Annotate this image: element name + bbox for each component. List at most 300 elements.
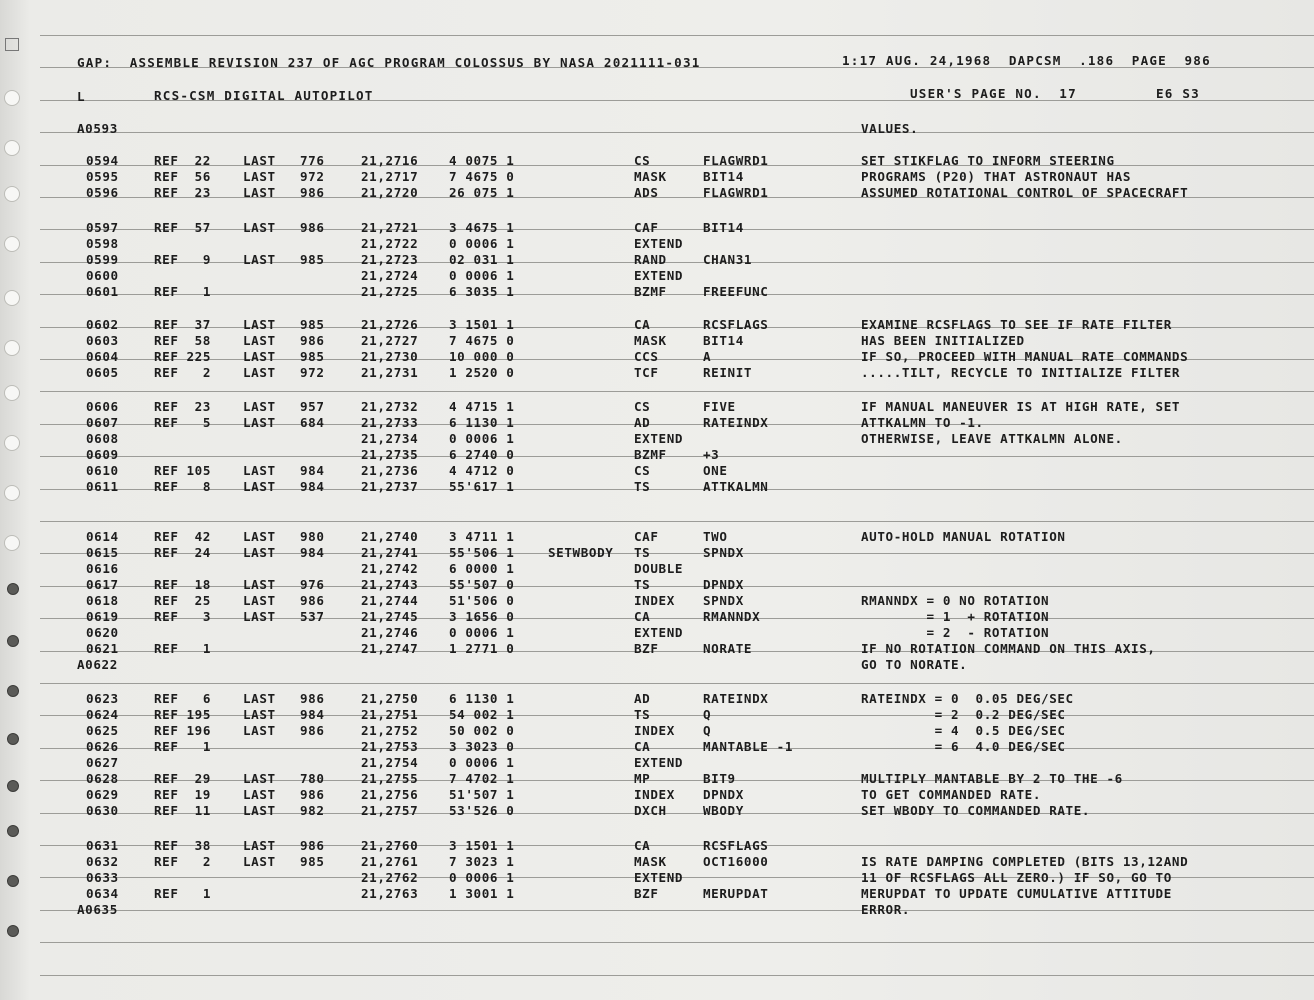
operand: FLAGWRD1 — [703, 153, 769, 168]
ref-count: 5 — [202, 415, 211, 430]
comment: HAS BEEN INITIALIZED — [861, 333, 1025, 348]
listing-mark: L — [77, 89, 86, 104]
line-number: 0594 — [86, 153, 119, 168]
opcode: DOUBLE — [634, 561, 684, 576]
statement-label: SETWBODY — [548, 545, 614, 560]
line-number: A0593 — [77, 121, 118, 136]
ref-tag: REF — [154, 787, 179, 802]
address: 21,2725 — [361, 284, 419, 299]
listing-row — [0, 333, 1314, 349]
address: 21,2732 — [361, 399, 419, 414]
ruled-line — [40, 521, 1314, 522]
ref-tag: REF — [154, 349, 179, 364]
octal-word: 6 2740 0 — [449, 447, 515, 462]
ref-tag: REF — [154, 252, 179, 267]
ref-count: 38 — [194, 838, 211, 853]
ref-count: 18 — [194, 577, 211, 592]
comment: EXAMINE RCSFLAGS TO SEE IF RATE FILTER — [861, 317, 1172, 332]
address: 21,2753 — [361, 739, 419, 754]
listing-row — [0, 284, 1314, 300]
ref-count: 22 — [194, 153, 211, 168]
opcode: TS — [634, 479, 651, 494]
operand: SPNDX — [703, 593, 744, 608]
listing-row — [0, 838, 1314, 854]
last-page: 984 — [300, 479, 325, 494]
operand: A — [703, 349, 712, 364]
comment: ERROR. — [861, 902, 911, 917]
octal-word: 4 4715 1 — [449, 399, 515, 414]
address: 21,2756 — [361, 787, 419, 802]
listing-row — [0, 561, 1314, 577]
section-title: RCS-CSM DIGITAL AUTOPILOT — [154, 88, 374, 103]
last-page: 986 — [300, 220, 325, 235]
ref-tag: REF — [154, 365, 179, 380]
ref-tag: REF — [154, 771, 179, 786]
listing-row — [0, 870, 1314, 886]
ref-tag: REF — [154, 545, 179, 560]
comment: OTHERWISE, LEAVE ATTKALMN ALONE. — [861, 431, 1123, 446]
listing-row — [0, 545, 1314, 561]
listing-row — [0, 691, 1314, 707]
comment: = 2 0.2 DEG/SEC — [861, 707, 1066, 722]
octal-word: 3 3023 0 — [449, 739, 515, 754]
operand: +3 — [703, 447, 720, 462]
ref-count: 57 — [194, 220, 211, 235]
last-page: 776 — [300, 153, 325, 168]
line-number: 0601 — [86, 284, 119, 299]
ref-tag: REF — [154, 463, 179, 478]
listing-row — [0, 268, 1314, 284]
ref-count: 42 — [194, 529, 211, 544]
octal-word: 1 2771 0 — [449, 641, 515, 656]
last-page: 986 — [300, 723, 325, 738]
ref-tag: REF — [154, 803, 179, 818]
ref-tag: REF — [154, 284, 179, 299]
feed-hole — [7, 825, 19, 837]
operand: FREEFUNC — [703, 284, 769, 299]
octal-word: 1 3001 1 — [449, 886, 515, 901]
listing-row — [0, 185, 1314, 201]
ref-tag: REF — [154, 723, 179, 738]
opcode: RAND — [634, 252, 667, 267]
address: 21,2757 — [361, 803, 419, 818]
operand: BIT14 — [703, 169, 744, 184]
line-number: 0607 — [86, 415, 119, 430]
ref-count: 6 — [202, 691, 211, 706]
line-number: 0608 — [86, 431, 119, 446]
listing-row — [0, 415, 1314, 431]
line-number: A0635 — [77, 902, 118, 917]
octal-word: 6 3035 1 — [449, 284, 515, 299]
ref-count: 9 — [202, 252, 211, 267]
last-page: 984 — [300, 545, 325, 560]
opcode: CCS — [634, 349, 659, 364]
line-number: 0634 — [86, 886, 119, 901]
ref-count: 1 — [202, 739, 211, 754]
line-number: 0619 — [86, 609, 119, 624]
last-tag: LAST — [243, 220, 276, 235]
address: 21,2745 — [361, 609, 419, 624]
listing-row — [0, 577, 1314, 593]
ref-tag: REF — [154, 399, 179, 414]
opcode: EXTEND — [634, 431, 684, 446]
octal-word: 53'526 0 — [449, 803, 515, 818]
comment: SET STIKFLAG TO INFORM STEERING — [861, 153, 1115, 168]
comment: IF MANUAL MANEUVER IS AT HIGH RATE, SET — [861, 399, 1181, 414]
address: 21,2762 — [361, 870, 419, 885]
address: 21,2731 — [361, 365, 419, 380]
last-page: 980 — [300, 529, 325, 544]
ruled-line — [40, 942, 1314, 943]
listing-row — [0, 771, 1314, 787]
octal-word: 54 002 1 — [449, 707, 515, 722]
last-page: 986 — [300, 593, 325, 608]
octal-word: 26 075 1 — [449, 185, 515, 200]
operand: NORATE — [703, 641, 753, 656]
operand: REINIT — [703, 365, 753, 380]
last-page: 972 — [300, 169, 325, 184]
last-page: 985 — [300, 854, 325, 869]
octal-word: 02 031 1 — [449, 252, 515, 267]
line-number: 0625 — [86, 723, 119, 738]
last-tag: LAST — [243, 593, 276, 608]
octal-word: 3 4711 1 — [449, 529, 515, 544]
line-number: 0605 — [86, 365, 119, 380]
last-page: 986 — [300, 838, 325, 853]
line-number: 0615 — [86, 545, 119, 560]
last-tag: LAST — [243, 415, 276, 430]
feed-hole — [7, 925, 19, 937]
operand: RATEINDX — [703, 415, 769, 430]
ref-tag: REF — [154, 691, 179, 706]
address: 21,2746 — [361, 625, 419, 640]
listing-row — [0, 593, 1314, 609]
last-tag: LAST — [243, 577, 276, 592]
opcode: INDEX — [634, 723, 675, 738]
listing-row — [0, 317, 1314, 333]
operand: TWO — [703, 529, 728, 544]
last-page: 984 — [300, 707, 325, 722]
listing-row — [0, 609, 1314, 625]
last-page: 986 — [300, 787, 325, 802]
address: 21,2717 — [361, 169, 419, 184]
listing-row — [0, 447, 1314, 463]
last-tag: LAST — [243, 252, 276, 267]
listing-row — [0, 252, 1314, 268]
ref-count: 225 — [186, 349, 211, 364]
comment: ASSUMED ROTATIONAL CONTROL OF SPACECRAFT — [861, 185, 1189, 200]
octal-word: 0 0006 1 — [449, 268, 515, 283]
octal-word: 0 0006 1 — [449, 755, 515, 770]
ref-count: 1 — [202, 886, 211, 901]
last-tag: LAST — [243, 787, 276, 802]
last-tag: LAST — [243, 771, 276, 786]
last-page: 982 — [300, 803, 325, 818]
comment: = 6 4.0 DEG/SEC — [861, 739, 1066, 754]
listing-row — [0, 169, 1314, 185]
line-number: 0598 — [86, 236, 119, 251]
ruled-line — [40, 391, 1314, 392]
operand: SPNDX — [703, 545, 744, 560]
feed-hole — [4, 90, 20, 106]
listing-row — [0, 431, 1314, 447]
octal-word: 0 0006 1 — [449, 431, 515, 446]
address: 21,2743 — [361, 577, 419, 592]
opcode: TS — [634, 707, 651, 722]
line-number: A0622 — [77, 657, 118, 672]
address: 21,2733 — [361, 415, 419, 430]
address: 21,2716 — [361, 153, 419, 168]
opcode: EXTEND — [634, 625, 684, 640]
assembly-header: GAP: ASSEMBLE REVISION 237 OF AGC PROGRAM COLOSSUS BY NASA 2021111-031 — [77, 55, 701, 70]
line-number: 0626 — [86, 739, 119, 754]
comment: 11 OF RCSFLAGS ALL ZERO.) IF SO, GO TO — [861, 870, 1172, 885]
comment: RATEINDX = 0 0.05 DEG/SEC — [861, 691, 1074, 706]
octal-word: 50 002 0 — [449, 723, 515, 738]
address: 21,2755 — [361, 771, 419, 786]
ref-tag: REF — [154, 593, 179, 608]
line-number: 0602 — [86, 317, 119, 332]
line-number: 0632 — [86, 854, 119, 869]
comment: MERUPDAT TO UPDATE CUMULATIVE ATTITUDE — [861, 886, 1172, 901]
opcode: AD — [634, 415, 651, 430]
octal-word: 7 3023 1 — [449, 854, 515, 869]
opcode: CS — [634, 153, 651, 168]
listing-row — [0, 707, 1314, 723]
ref-tag: REF — [154, 886, 179, 901]
opcode: INDEX — [634, 787, 675, 802]
ref-tag: REF — [154, 838, 179, 853]
operand: BIT9 — [703, 771, 736, 786]
last-tag: LAST — [243, 838, 276, 853]
ref-count: 3 — [202, 609, 211, 624]
comment: IS RATE DAMPING COMPLETED (BITS 13,12AND — [861, 854, 1189, 869]
comment: IF SO, PROCEED WITH MANUAL RATE COMMANDS — [861, 349, 1189, 364]
opcode: BZMF — [634, 284, 667, 299]
last-page: 976 — [300, 577, 325, 592]
address: 21,2726 — [361, 317, 419, 332]
opcode: ADS — [634, 185, 659, 200]
last-tag: LAST — [243, 854, 276, 869]
last-tag: LAST — [243, 545, 276, 560]
comment: TO GET COMMANDED RATE. — [861, 787, 1042, 802]
line-number: 0621 — [86, 641, 119, 656]
octal-word: 55'507 0 — [449, 577, 515, 592]
octal-word: 6 1130 1 — [449, 415, 515, 430]
last-tag: LAST — [243, 463, 276, 478]
ref-tag: REF — [154, 317, 179, 332]
address: 21,2751 — [361, 707, 419, 722]
comment: ATTKALMN TO -1. — [861, 415, 984, 430]
octal-word: 4 4712 0 — [449, 463, 515, 478]
ref-tag: REF — [154, 479, 179, 494]
last-tag: LAST — [243, 707, 276, 722]
octal-word: 3 1501 1 — [449, 838, 515, 853]
line-number: 0629 — [86, 787, 119, 802]
line-number: 0599 — [86, 252, 119, 267]
octal-word: 55'617 1 — [449, 479, 515, 494]
last-page: 684 — [300, 415, 325, 430]
ref-tag: REF — [154, 739, 179, 754]
line-number: 0595 — [86, 169, 119, 184]
opcode: CA — [634, 317, 651, 332]
line-number: 0606 — [86, 399, 119, 414]
address: 21,2752 — [361, 723, 419, 738]
ref-count: 2 — [202, 854, 211, 869]
last-page: 985 — [300, 349, 325, 364]
listing-row — [0, 121, 1314, 137]
listing-row — [0, 479, 1314, 495]
comment: IF NO ROTATION COMMAND ON THIS AXIS, — [861, 641, 1156, 656]
listing-row — [0, 236, 1314, 252]
listing-row — [0, 657, 1314, 673]
octal-word: 3 4675 1 — [449, 220, 515, 235]
address: 21,2744 — [361, 593, 419, 608]
opcode: CA — [634, 739, 651, 754]
ruled-line — [40, 975, 1314, 976]
last-page: 957 — [300, 399, 325, 414]
opcode: AD — [634, 691, 651, 706]
address: 21,2742 — [361, 561, 419, 576]
listing-row — [0, 803, 1314, 819]
last-page: 986 — [300, 691, 325, 706]
last-tag: LAST — [243, 365, 276, 380]
address: 21,2724 — [361, 268, 419, 283]
ref-count: 56 — [194, 169, 211, 184]
ref-count: 1 — [202, 284, 211, 299]
comment: RMANNDX = 0 NO ROTATION — [861, 593, 1050, 608]
address: 21,2763 — [361, 886, 419, 901]
operand: RMANNDX — [703, 609, 761, 624]
last-tag: LAST — [243, 609, 276, 624]
user-page-number: USER'S PAGE NO. 17 — [910, 86, 1077, 101]
octal-word: 10 000 0 — [449, 349, 515, 364]
comment: SET WBODY TO COMMANDED RATE. — [861, 803, 1091, 818]
ref-tag: REF — [154, 641, 179, 656]
opcode: CA — [634, 838, 651, 853]
operand: ATTKALMN — [703, 479, 769, 494]
address: 21,2760 — [361, 838, 419, 853]
opcode: BZMF — [634, 447, 667, 462]
listing-row — [0, 755, 1314, 771]
date-page-header: 1:17 AUG. 24,1968 DAPCSM .186 PAGE 986 — [842, 53, 1211, 68]
registration-box — [5, 38, 19, 51]
comment: = 2 - ROTATION — [861, 625, 1050, 640]
octal-word: 0 0006 1 — [449, 625, 515, 640]
ref-tag: REF — [154, 169, 179, 184]
opcode: EXTEND — [634, 236, 684, 251]
line-number: 0603 — [86, 333, 119, 348]
operand: CHAN31 — [703, 252, 753, 267]
opcode: INDEX — [634, 593, 675, 608]
comment: = 4 0.5 DEG/SEC — [861, 723, 1066, 738]
listing-row — [0, 739, 1314, 755]
operand: DPNDX — [703, 787, 744, 802]
operand: Q — [703, 707, 712, 722]
octal-word: 51'507 1 — [449, 787, 515, 802]
listing-row — [0, 625, 1314, 641]
address: 21,2735 — [361, 447, 419, 462]
ref-count: 2 — [202, 365, 211, 380]
octal-word: 6 1130 1 — [449, 691, 515, 706]
comment: GO TO NORATE. — [861, 657, 968, 672]
listing-row — [0, 902, 1314, 918]
last-tag: LAST — [243, 153, 276, 168]
opcode: CAF — [634, 529, 659, 544]
opcode: EXTEND — [634, 268, 684, 283]
ref-tag: REF — [154, 153, 179, 168]
line-number: 0611 — [86, 479, 119, 494]
opcode: EXTEND — [634, 755, 684, 770]
comment: .....TILT, RECYCLE TO INITIALIZE FILTER — [861, 365, 1181, 380]
operand: Q — [703, 723, 712, 738]
ref-count: 29 — [194, 771, 211, 786]
address: 21,2727 — [361, 333, 419, 348]
octal-word: 4 0075 1 — [449, 153, 515, 168]
line-number: 0631 — [86, 838, 119, 853]
ref-count: 24 — [194, 545, 211, 560]
section-code: E6 S3 — [1156, 86, 1200, 101]
octal-word: 0 0006 1 — [449, 236, 515, 251]
address: 21,2722 — [361, 236, 419, 251]
opcode: TS — [634, 577, 651, 592]
last-tag: LAST — [243, 317, 276, 332]
opcode: CS — [634, 463, 651, 478]
opcode: CAF — [634, 220, 659, 235]
last-tag: LAST — [243, 803, 276, 818]
ref-count: 37 — [194, 317, 211, 332]
line-number: 0616 — [86, 561, 119, 576]
last-tag: LAST — [243, 479, 276, 494]
last-page: 986 — [300, 185, 325, 200]
line-number: 0610 — [86, 463, 119, 478]
octal-word: 7 4675 0 — [449, 169, 515, 184]
last-tag: LAST — [243, 169, 276, 184]
address: 21,2761 — [361, 854, 419, 869]
listing-row — [0, 529, 1314, 545]
line-number: 0630 — [86, 803, 119, 818]
ref-tag: REF — [154, 529, 179, 544]
address: 21,2730 — [361, 349, 419, 364]
last-page: 985 — [300, 317, 325, 332]
line-number: 0618 — [86, 593, 119, 608]
line-number: 0596 — [86, 185, 119, 200]
opcode: MASK — [634, 333, 667, 348]
address: 21,2737 — [361, 479, 419, 494]
ref-tag: REF — [154, 333, 179, 348]
operand: DPNDX — [703, 577, 744, 592]
last-page: 537 — [300, 609, 325, 624]
operand: RATEINDX — [703, 691, 769, 706]
comment: = 1 + ROTATION — [861, 609, 1050, 624]
last-page: 986 — [300, 333, 325, 348]
line-number: 0620 — [86, 625, 119, 640]
ref-count: 23 — [194, 185, 211, 200]
operand: ONE — [703, 463, 728, 478]
ruled-line — [40, 683, 1314, 684]
last-tag: LAST — [243, 399, 276, 414]
operand: RCSFLAGS — [703, 838, 769, 853]
last-tag: LAST — [243, 349, 276, 364]
operand: BIT14 — [703, 333, 744, 348]
opcode: MASK — [634, 854, 667, 869]
last-tag: LAST — [243, 723, 276, 738]
comment: VALUES. — [861, 121, 919, 136]
octal-word: 6 0000 1 — [449, 561, 515, 576]
listing-row — [0, 723, 1314, 739]
last-tag: LAST — [243, 529, 276, 544]
line-number: 0633 — [86, 870, 119, 885]
